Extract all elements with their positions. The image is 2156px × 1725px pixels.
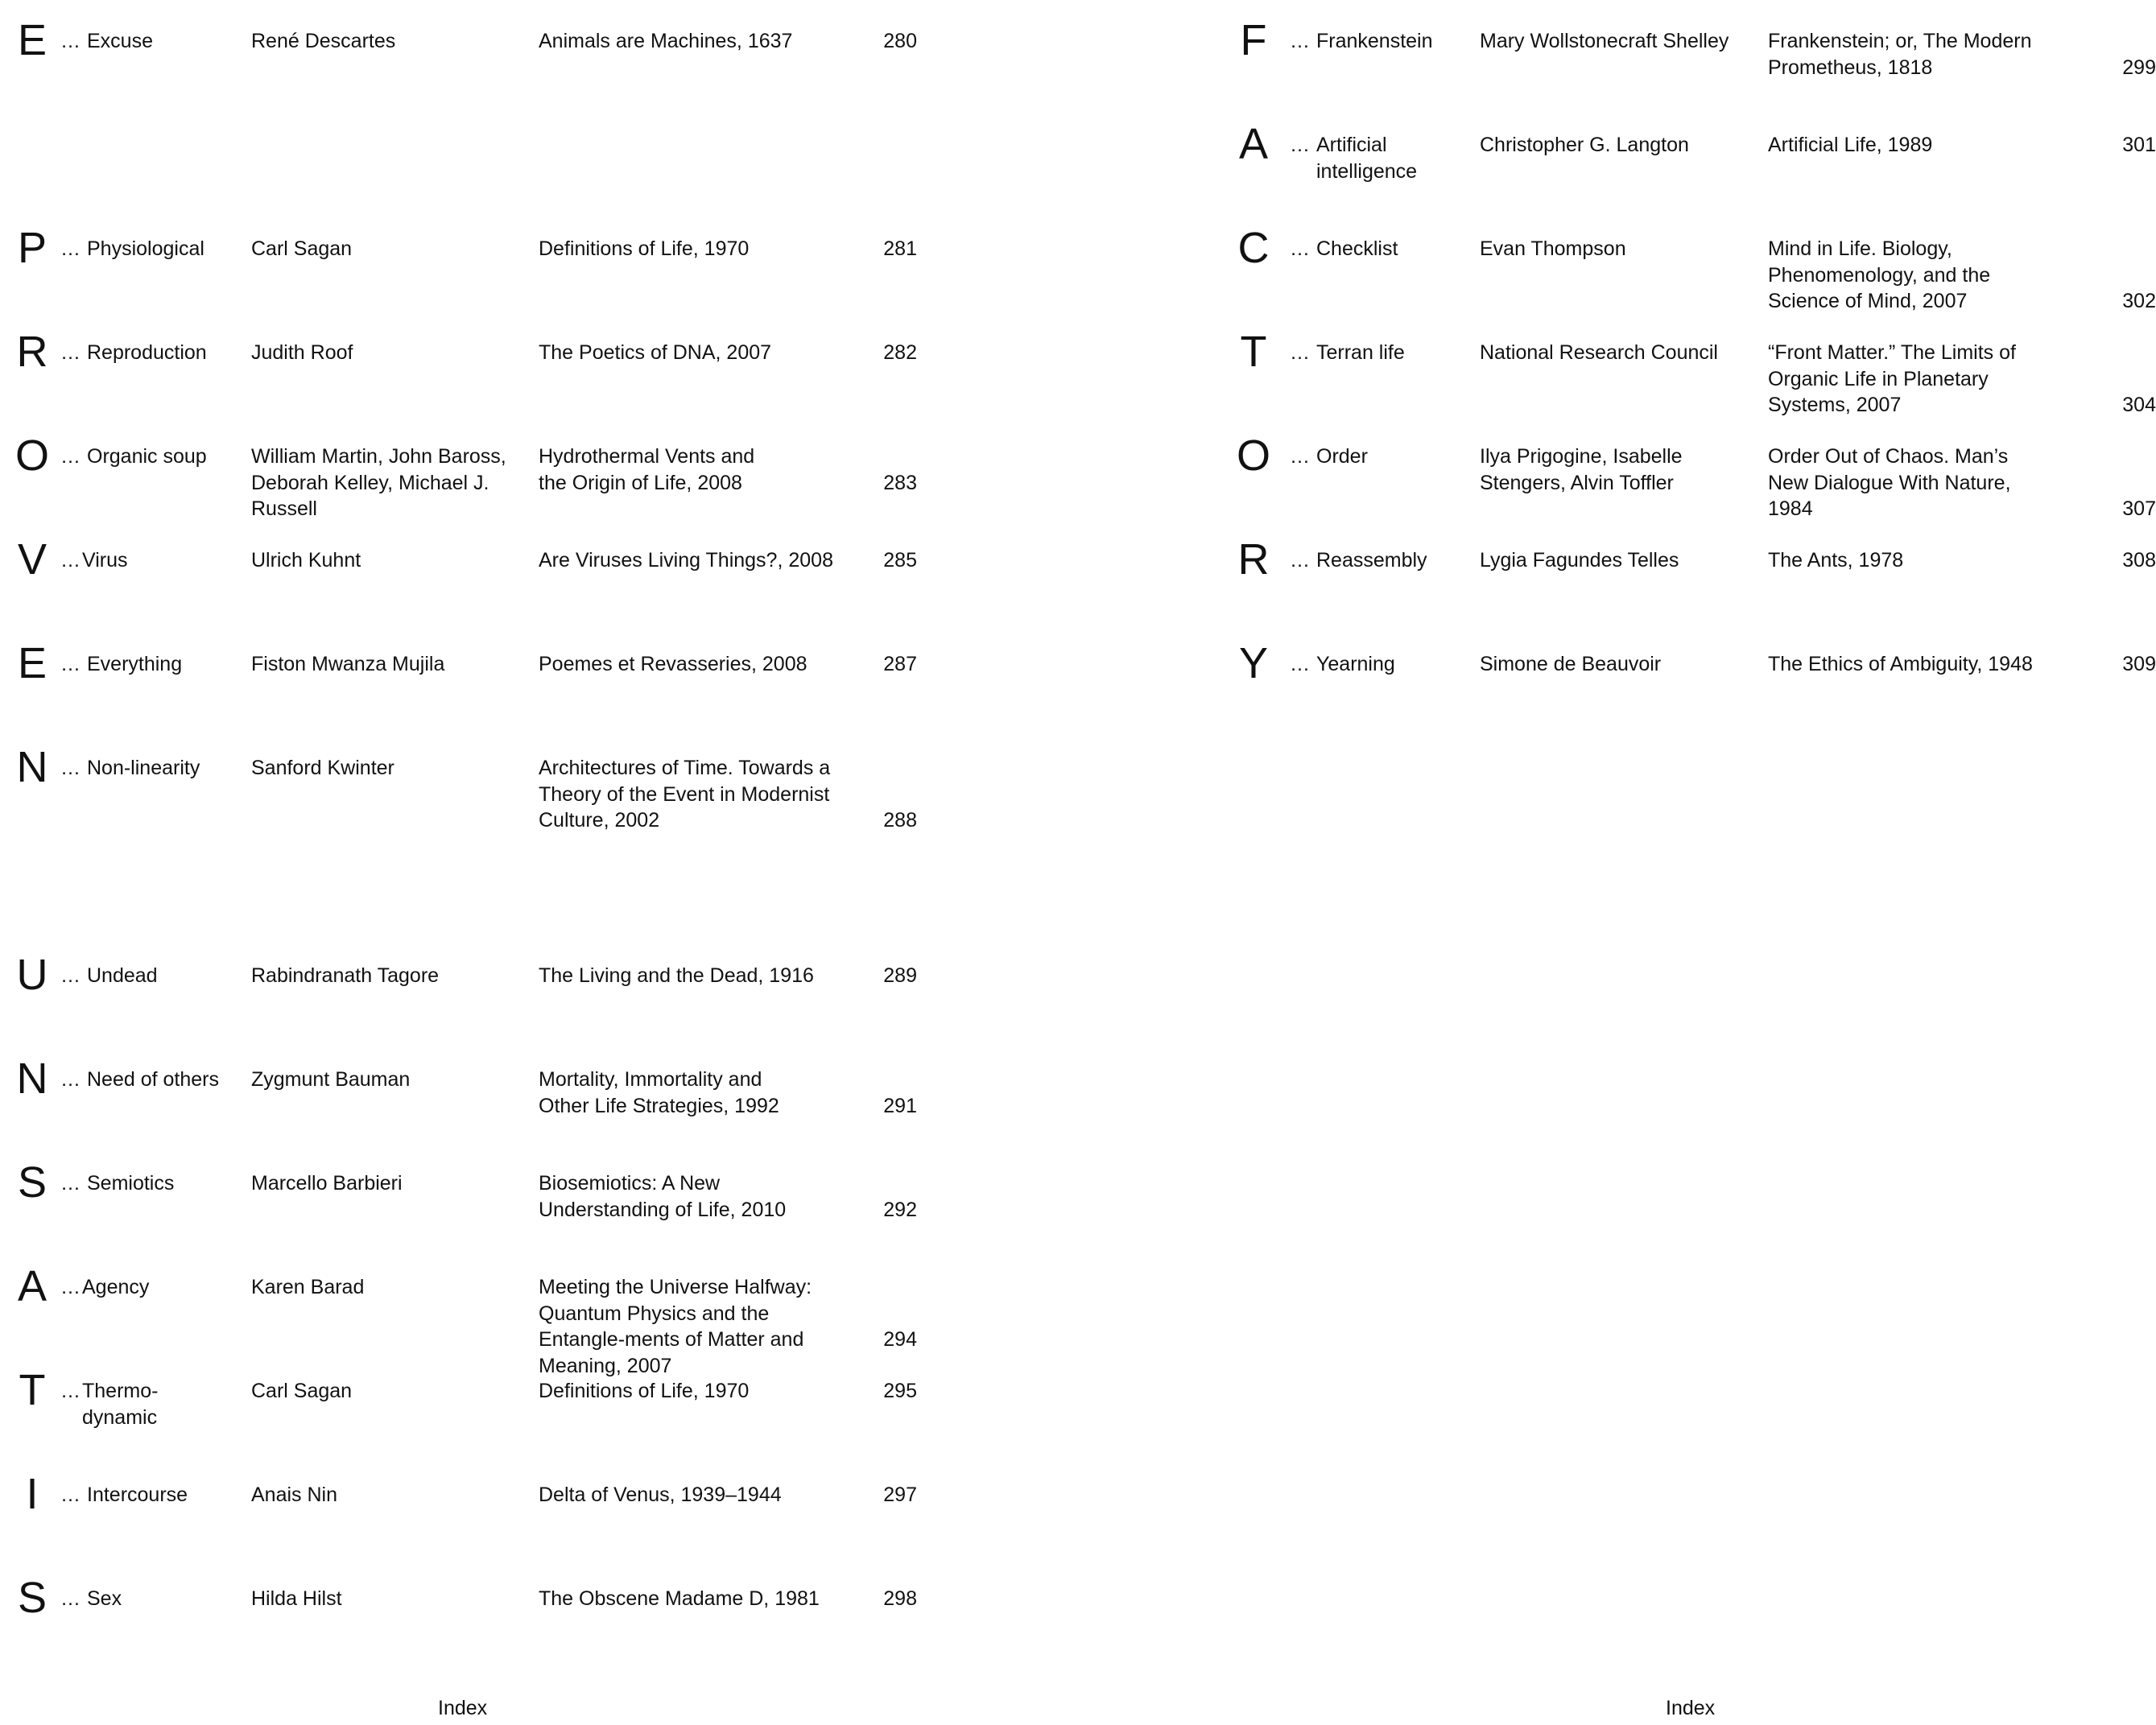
index-author: Sanford Kwinter — [251, 757, 394, 779]
index-letter: U — [16, 951, 48, 999]
index-term: Frankenstein — [1316, 30, 1433, 52]
index-letter: R — [16, 328, 48, 376]
index-source: Meeting the Universe Halfway: Quantum Physics and the Entangle-ments of Matter and Meaning, 2007 — [539, 1276, 812, 1377]
ellipsis: … — [60, 30, 81, 52]
index-letter: A — [1238, 120, 1269, 168]
ellipsis: … — [1290, 341, 1310, 364]
index-letter: T — [19, 1366, 46, 1414]
index-source: Mortality, Immortality and Other Life Strategies, 1992 — [539, 1068, 779, 1117]
ellipsis: … — [60, 964, 81, 987]
index-author: National Research Council — [1480, 341, 1718, 364]
index-source: The Obscene Madame D, 1981 — [539, 1587, 820, 1610]
index-letter: F — [1240, 16, 1267, 64]
ellipsis: … — [1290, 653, 1310, 675]
ellipsis: … — [60, 445, 81, 468]
index-page-number: 282 — [883, 341, 917, 364]
index-author: Ilya Prigogine, Isabelle Stengers, Alvin Toffler — [1480, 445, 1683, 494]
index-letter: T — [1240, 328, 1267, 376]
index-term: Artificial intelligence — [1316, 134, 1418, 183]
index-source: Mind in Life. Biology, Phenomenology, and the Science of Mind, 2007 — [1768, 237, 1991, 312]
index-source: Poemes et Revasseries, 2008 — [539, 653, 807, 675]
index-page-number: 304 — [2122, 394, 2156, 416]
index-page-number: 288 — [883, 809, 917, 832]
index-source: Order Out of Chaos. Man’s New Dialogue With Nature, 1984 — [1768, 445, 2011, 520]
index-author: Simone de Beauvoir — [1480, 653, 1662, 675]
index-page-number: 302 — [2122, 290, 2156, 312]
index-page-number: 307 — [2122, 497, 2156, 520]
index-term: Agency — [82, 1276, 150, 1298]
ellipsis: … — [60, 1484, 81, 1506]
index-term: Intercourse — [87, 1484, 188, 1506]
ellipsis: … — [1290, 549, 1310, 572]
index-page-number: 287 — [883, 653, 917, 675]
index-term: Semiotics — [87, 1172, 175, 1195]
index-source: Biosemiotics: A New Understanding of Life, 2010 — [539, 1172, 787, 1221]
index-source: The Ethics of Ambiguity, 1948 — [1768, 653, 2033, 675]
index-source: “Front Matter.” The Limits of Organic Life in Planetary Systems, 2007 — [1768, 341, 2016, 416]
index-page-number: 301 — [2122, 134, 2156, 156]
ellipsis: … — [1290, 30, 1310, 52]
index-page-number: 289 — [883, 964, 917, 987]
index-source: Architectures of Time. Towards a Theory of the Event in Modernist Culture, 2002 — [539, 757, 831, 832]
index-term: Order — [1316, 445, 1368, 468]
index-page-number: 299 — [2122, 56, 2156, 79]
index-term: Non-linearity — [87, 757, 200, 779]
ellipsis: … — [60, 1172, 81, 1195]
index-term: Reassembly — [1316, 549, 1427, 572]
index-letter: C — [1237, 224, 1270, 272]
index-term: Need of others — [87, 1068, 219, 1091]
index-term: Excuse — [87, 30, 153, 52]
index-term: Everything — [87, 653, 183, 675]
index-letter: O — [14, 431, 49, 480]
index-page-number: 280 — [883, 30, 917, 52]
index-letter: S — [17, 1574, 47, 1622]
ellipsis: … — [60, 1068, 81, 1091]
index-author: Rabindranath Tagore — [251, 964, 440, 987]
index-author: Anais Nin — [251, 1484, 337, 1506]
ellipsis: … — [60, 1587, 81, 1610]
index-author: Mary Wollstonecraft Shelley — [1480, 30, 1729, 52]
index-source: The Ants, 1978 — [1768, 549, 1904, 572]
index-term: Virus — [82, 549, 128, 572]
page-footer: Index — [1666, 1697, 1716, 1719]
index-source: Artificial Life, 1989 — [1768, 134, 1933, 156]
index-author: René Descartes — [251, 30, 396, 52]
index-author: Christopher G. Langton — [1480, 134, 1689, 156]
index-term: Checklist — [1316, 237, 1398, 260]
index-author: Hilda Hilst — [251, 1587, 342, 1610]
index-term: Undead — [87, 964, 158, 987]
index-letter: V — [17, 535, 47, 584]
index-page-number: 292 — [883, 1199, 917, 1221]
index-author: Zygmunt Bauman — [251, 1068, 411, 1091]
index-term: Physiological — [87, 237, 204, 260]
index-letter: S — [17, 1158, 47, 1207]
index-term: Yearning — [1316, 653, 1395, 675]
ellipsis: … — [60, 237, 81, 260]
index-author: Lygia Fagundes Telles — [1480, 549, 1679, 572]
index-term: Organic soup — [87, 445, 207, 468]
ellipsis: … — [60, 757, 81, 779]
index-letter: R — [1237, 535, 1270, 584]
index-letter: N — [16, 743, 48, 791]
index-term: Terran life — [1316, 341, 1405, 364]
index-source: The Poetics of DNA, 2007 — [539, 341, 772, 364]
index-letter: E — [17, 639, 47, 687]
index-author: William Martin, John Baross, Deborah Kelley, Michael J. Russell — [251, 445, 506, 520]
index-letter: A — [17, 1262, 47, 1310]
index-source: Frankenstein; or, The Modern Prometheus, 1818 — [1768, 30, 2032, 79]
index-author: Fiston Mwanza Mujila — [251, 653, 445, 675]
index-term: Sex — [87, 1587, 122, 1610]
index-letter: N — [16, 1054, 48, 1103]
ellipsis: … — [60, 653, 81, 675]
index-page-number: 308 — [2122, 549, 2156, 572]
index-author: Marcello Barbieri — [251, 1172, 403, 1195]
index-source: Hydrothermal Vents and the Origin of Life, 2008 — [539, 445, 755, 494]
index-letter: E — [17, 16, 47, 64]
ellipsis: … — [60, 1276, 81, 1298]
index-page-number: 283 — [883, 472, 917, 494]
index-page-number: 297 — [883, 1484, 917, 1506]
index-author: Judith Roof — [251, 341, 353, 364]
ellipsis: … — [1290, 445, 1310, 468]
ellipsis: … — [1290, 134, 1310, 156]
index-page-number: 285 — [883, 549, 917, 572]
index-source: Definitions of Life, 1970 — [539, 1380, 750, 1402]
index-source: The Living and the Dead, 1916 — [539, 964, 814, 987]
index-source: Delta of Venus, 1939–1944 — [539, 1484, 782, 1506]
index-letter: I — [26, 1470, 39, 1518]
index-author: Carl Sagan — [251, 1380, 353, 1402]
index-letter: O — [1236, 431, 1270, 480]
ellipsis: … — [60, 341, 81, 364]
index-page-number: 309 — [2122, 653, 2156, 675]
index-page-number: 298 — [883, 1587, 917, 1610]
ellipsis: … — [1290, 237, 1310, 260]
index-term: Thermo-dynamic — [82, 1380, 159, 1429]
index-term: Reproduction — [87, 341, 207, 364]
index-page-number: 291 — [883, 1095, 917, 1117]
index-letter: P — [17, 224, 47, 272]
index-source: Are Viruses Living Things?, 2008 — [539, 549, 833, 572]
index-page-number: 281 — [883, 237, 917, 260]
right-index-page — [1229, 0, 2156, 1725]
index-author: Carl Sagan — [251, 237, 353, 260]
page-footer: Index — [438, 1697, 488, 1719]
ellipsis: … — [60, 1380, 81, 1402]
index-letter: Y — [1238, 639, 1269, 687]
index-source: Definitions of Life, 1970 — [539, 237, 750, 260]
index-author: Karen Barad — [251, 1276, 365, 1298]
index-page-number: 294 — [883, 1328, 917, 1351]
ellipsis: … — [60, 549, 81, 572]
index-page-number: 295 — [883, 1380, 917, 1402]
index-source: Animals are Machines, 1637 — [539, 30, 793, 52]
index-author: Evan Thompson — [1480, 237, 1626, 260]
index-author: Ulrich Kuhnt — [251, 549, 361, 572]
